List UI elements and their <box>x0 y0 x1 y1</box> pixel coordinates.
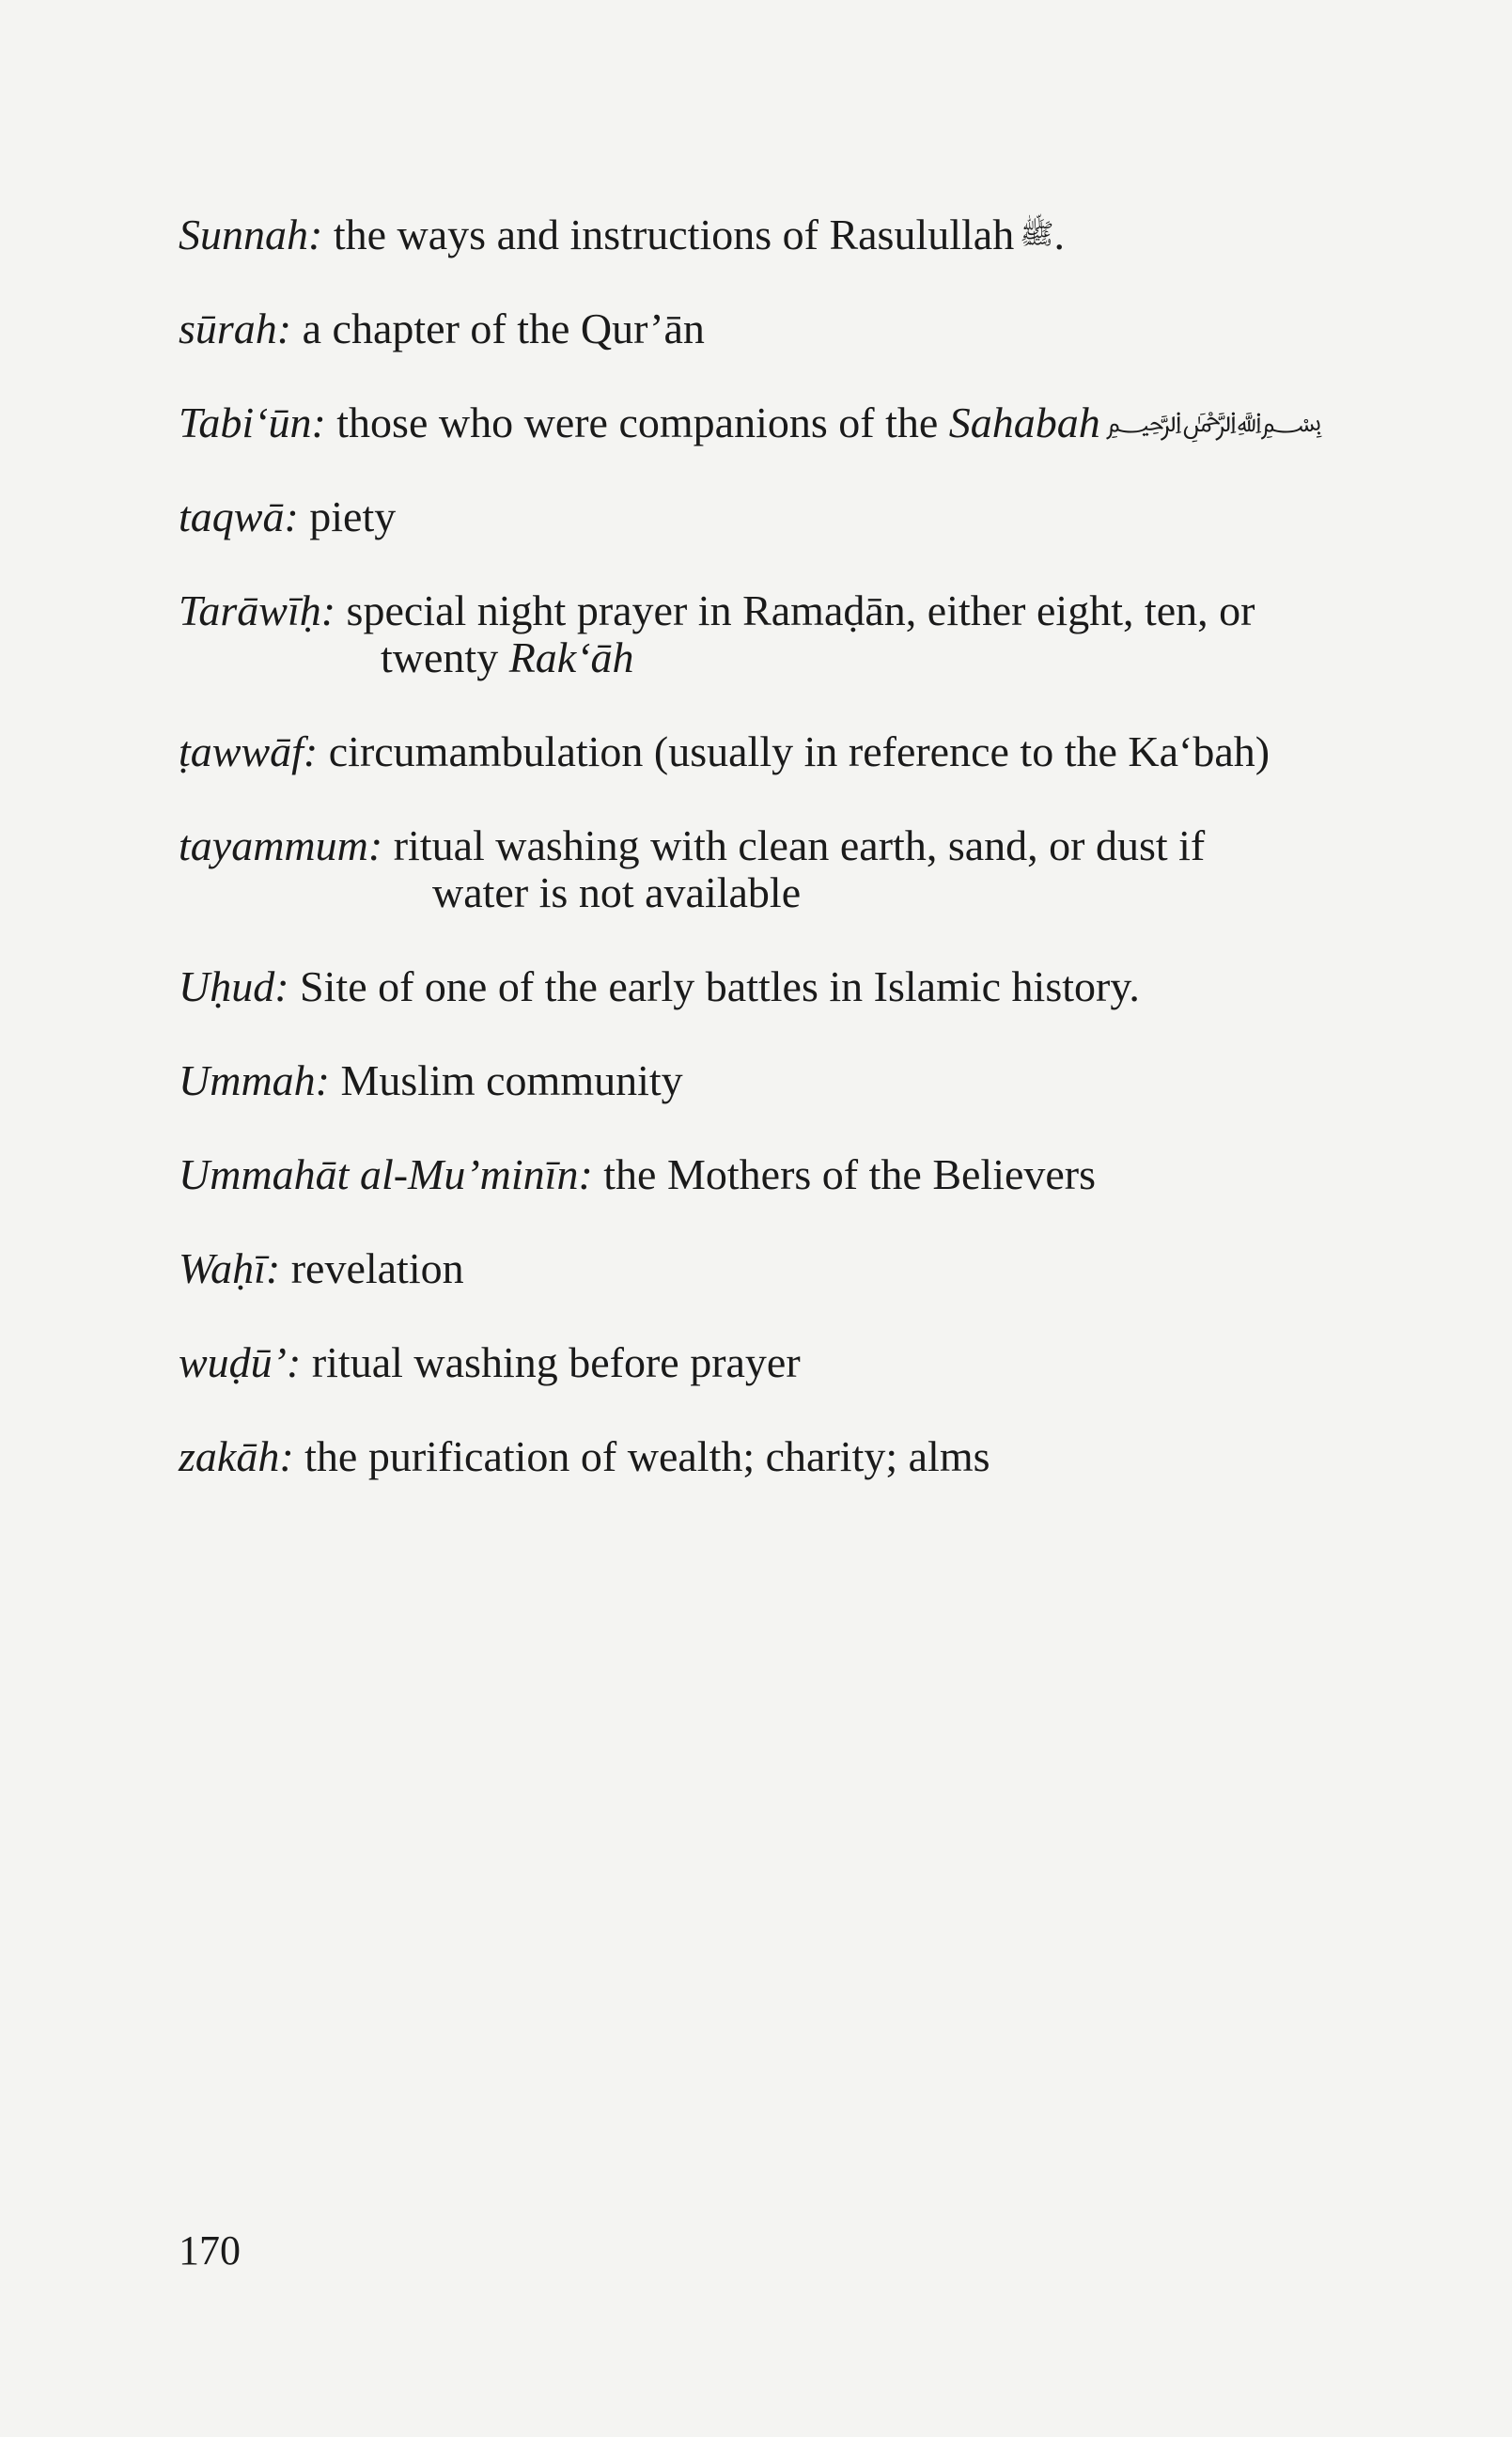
definition-italic: Rak‘āh <box>508 633 634 681</box>
glossary-entry-wudu <box>179 1339 1363 1386</box>
glossary-definition: ritual washing before prayer <box>311 1338 801 1386</box>
glossary-definition: revelation <box>290 1244 464 1292</box>
glossary-entry-sunnah <box>179 211 1363 258</box>
glossary-definition: a chapter of the Qur’ān <box>302 305 705 352</box>
glossary-term: zakāh: <box>179 1432 294 1480</box>
glossary-definition: circumambulation (usually in reference to the Ka‘bah) <box>328 727 1270 775</box>
glossary-entry-surah <box>179 305 1363 352</box>
glossary-list <box>179 211 1363 1527</box>
glossary-term: Uḥud: <box>179 962 289 1010</box>
glossary-definition: ritual washing with clean earth, sand, or dust if water is not available <box>393 821 1206 916</box>
glossary-definition: the Mothers of the Believers <box>603 1150 1097 1198</box>
glossary-definition <box>334 211 1065 258</box>
page-number: 170 <box>179 2227 241 2273</box>
definition-trail: . <box>1053 211 1065 258</box>
glossary-entry-zakah <box>179 1433 1363 1480</box>
glossary-term: Tarāwīḥ: <box>179 586 336 634</box>
definition-text: special night prayer in Ramaḍān, either eight, ten, or twenty <box>346 586 1255 681</box>
glossary-definition: Muslim community <box>340 1056 683 1104</box>
glossary-term: ṭawwāf: <box>179 727 319 775</box>
glossary-definition: Site of one of the early battles in Islamic history. <box>300 962 1140 1010</box>
definition-text: those who were companions of the <box>336 398 939 446</box>
honorific-glyph: ﷺ <box>1020 219 1054 250</box>
glossary-entry-ummahat <box>179 1151 1363 1198</box>
glossary-entry-tarawih <box>179 587 1363 681</box>
glossary-definition: the purification of wealth; charity; alms <box>304 1432 990 1480</box>
glossary-definition: piety <box>309 492 397 540</box>
glossary-term: Waḥī: <box>179 1244 281 1292</box>
glossary-entry-tayammum <box>179 822 1363 916</box>
glossary-term: wuḍū’: <box>179 1338 302 1386</box>
glossary-definition <box>336 398 1322 446</box>
glossary-entry-taqwa <box>179 493 1363 540</box>
glossary-term: tayammum: <box>179 821 383 869</box>
glossary-entry-uhud <box>179 963 1363 1010</box>
glossary-entry-tabiun <box>179 399 1363 446</box>
glossary-term: Sunnah: <box>179 211 323 258</box>
glossary-entry-wahi <box>179 1245 1363 1292</box>
glossary-term: taqwā: <box>179 492 299 540</box>
definition-italic: Sahabah <box>948 398 1100 446</box>
glossary-entry-tawwaf <box>179 728 1363 775</box>
glossary-definition <box>347 586 1255 681</box>
definition-text: the ways and instructions of Rasulullah <box>333 211 1015 258</box>
glossary-entry-ummah <box>179 1057 1363 1104</box>
glossary-term: sūrah: <box>179 305 292 352</box>
honorific-glyph: ﷽ <box>1105 407 1323 438</box>
glossary-term: Tabi‘ūn: <box>179 398 326 446</box>
glossary-term: Ummahāt al-Mu’minīn: <box>179 1150 593 1198</box>
glossary-term: Ummah: <box>179 1056 330 1104</box>
